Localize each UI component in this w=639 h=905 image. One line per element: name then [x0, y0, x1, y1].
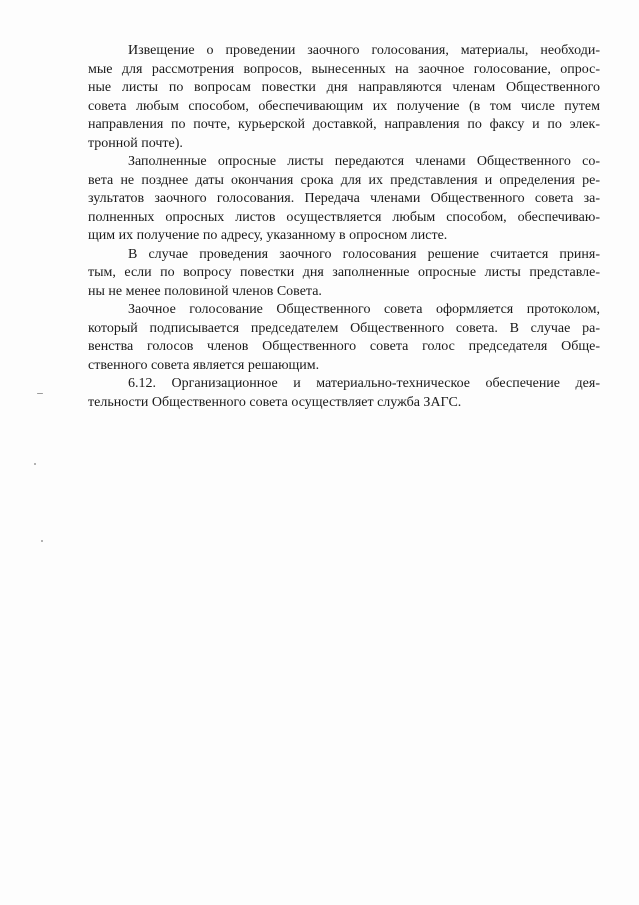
scan-speck — [37, 393, 43, 394]
text-line: венства голосов членов Общественного совета голос председателя Обще- — [88, 339, 600, 354]
scan-speck — [41, 540, 43, 542]
document-body — [88, 42, 600, 412]
text-line: ные листы по вопросам повестки дня направляются членам Общественного — [88, 80, 600, 95]
text-line: тельности Общественного совета осуществляет служба ЗАГС. — [88, 394, 462, 410]
text-line: 6.12. Организационное и материально-техническое обеспечение дея- — [128, 376, 600, 391]
text-line: полненных опросных листов осуществляется любым способом, обеспечиваю- — [88, 209, 600, 225]
text-line: совета любым способом, обеспечивающим их получение (в том числе путем — [88, 98, 600, 114]
text-line: ственного совета является решающим. — [88, 357, 320, 373]
text-line: вета не позднее даты окончания срока для их представления и определения ре- — [88, 172, 600, 188]
text-line: В случае проведения заочного голосования решение считается приня- — [128, 246, 600, 262]
paragraph-protocol — [88, 301, 600, 375]
scan-speck — [34, 463, 36, 465]
paragraph-clause-6-12 — [88, 375, 600, 412]
paragraph-notice — [88, 42, 600, 153]
text-line: тым, если по вопросу повестки дня заполненные опросные листы представле- — [88, 265, 600, 280]
text-line: Заполненные опросные листы передаются членами Общественного со- — [128, 154, 600, 169]
text-line: Извещение о проведении заочного голосования, материалы, необходи- — [128, 43, 600, 58]
paragraph-decision — [88, 246, 600, 302]
paragraph-questionnaires — [88, 153, 600, 246]
text-line: который подписывается председателем Общественного совета. В случае ра- — [88, 320, 600, 336]
text-line: тронной почте). — [88, 135, 183, 151]
text-line: мые для рассмотрения вопросов, вынесенных на заочное голосование, опрос- — [88, 61, 600, 77]
text-line: щим их получение по адресу, указанному в опросном листе. — [88, 228, 448, 243]
text-line: ны не менее половиной членов Совета. — [88, 283, 322, 299]
text-line: зультатов заочного голосования. Передача членами Общественного совета за- — [88, 191, 600, 206]
text-line: направления по почте, курьерской доставкой, направления по факсу и по элек- — [88, 117, 600, 132]
text-line: Заочное голосование Общественного совета оформляется протоколом, — [128, 302, 600, 317]
